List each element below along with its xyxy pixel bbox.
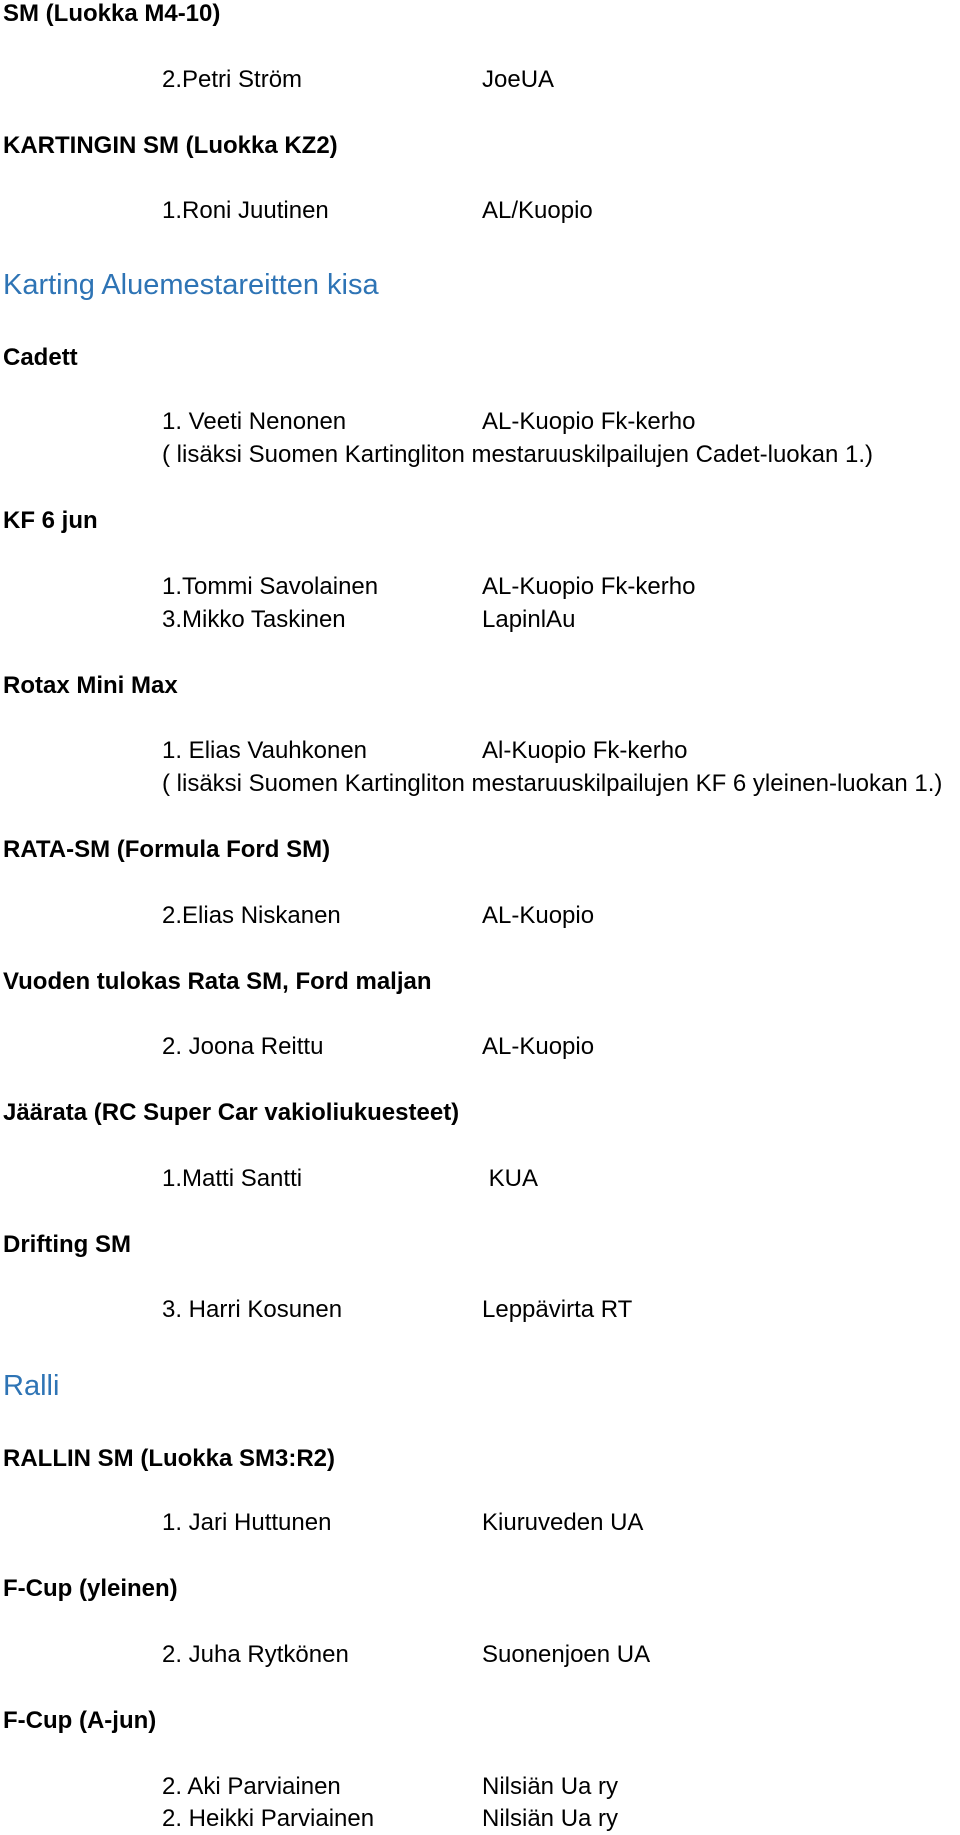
section-heading: Karting Aluemestareitten kisa bbox=[3, 269, 379, 301]
result-name: 2.Petri Ström bbox=[162, 66, 303, 93]
category-heading: Cadett bbox=[3, 344, 78, 371]
result-club: AL-Kuopio bbox=[482, 1033, 595, 1060]
category-heading: Rotax Mini Max bbox=[3, 672, 178, 699]
category-heading: SM (Luokka M4-10) bbox=[3, 0, 221, 27]
category-heading: Vuoden tulokas Rata SM, Ford maljan bbox=[3, 968, 432, 995]
result-name: 1.Matti Santti bbox=[162, 1165, 303, 1192]
result-club: Kiuruveden UA bbox=[482, 1509, 644, 1536]
result-club: AL-Kuopio bbox=[482, 902, 595, 929]
result-club: AL-Kuopio Fk-kerho bbox=[482, 573, 696, 600]
result-note: ( lisäksi Suomen Kartingliton mestaruuskilpailujen KF 6 yleinen-luokan 1.) bbox=[162, 770, 943, 797]
result-name: 2. Juha Rytkönen bbox=[162, 1641, 349, 1668]
result-note: ( lisäksi Suomen Kartingliton mestaruuskilpailujen Cadet-luokan 1.) bbox=[162, 441, 874, 468]
category-heading: RALLIN SM (Luokka SM3:R2) bbox=[3, 1445, 336, 1472]
section-heading: Ralli bbox=[3, 1370, 60, 1402]
category-heading: KF 6 jun bbox=[3, 507, 98, 534]
result-name: 1. Veeti Nenonen bbox=[162, 408, 347, 435]
result-club: Nilsiän Ua ry bbox=[482, 1805, 619, 1832]
category-heading: RATA-SM (Formula Ford SM) bbox=[3, 836, 331, 863]
result-name: 1.Roni Juutinen bbox=[162, 197, 329, 224]
result-club: Nilsiän Ua ry bbox=[482, 1773, 619, 1800]
category-heading: Jäärata (RC Super Car vakioliukuesteet) bbox=[3, 1099, 460, 1126]
result-name: 3. Harri Kosunen bbox=[162, 1296, 343, 1323]
category-heading: Drifting SM bbox=[3, 1231, 131, 1258]
result-club: KUA bbox=[482, 1165, 539, 1192]
result-name: 1. Elias Vauhkonen bbox=[162, 737, 368, 764]
result-club: Suonenjoen UA bbox=[482, 1641, 651, 1668]
result-name: 1.Tommi Savolainen bbox=[162, 573, 379, 600]
result-club: LapinlAu bbox=[482, 606, 576, 633]
result-name: 2. Heikki Parviainen bbox=[162, 1805, 375, 1832]
result-name: 1. Jari Huttunen bbox=[162, 1509, 332, 1536]
category-heading: KARTINGIN SM (Luokka KZ2) bbox=[3, 132, 338, 159]
category-heading: F-Cup (yleinen) bbox=[3, 1575, 178, 1602]
result-name: 3.Mikko Taskinen bbox=[162, 606, 346, 633]
result-club: Al-Kuopio Fk-kerho bbox=[482, 737, 688, 764]
result-club: AL/Kuopio bbox=[482, 197, 593, 224]
result-name: 2. Joona Reittu bbox=[162, 1033, 324, 1060]
result-name: 2. Aki Parviainen bbox=[162, 1773, 341, 1800]
result-name: 2.Elias Niskanen bbox=[162, 902, 341, 929]
result-club: Leppävirta RT bbox=[482, 1296, 633, 1323]
category-heading: F-Cup (A-jun) bbox=[3, 1707, 157, 1734]
result-club: JoeUA bbox=[482, 66, 555, 93]
result-club: AL-Kuopio Fk-kerho bbox=[482, 408, 696, 435]
